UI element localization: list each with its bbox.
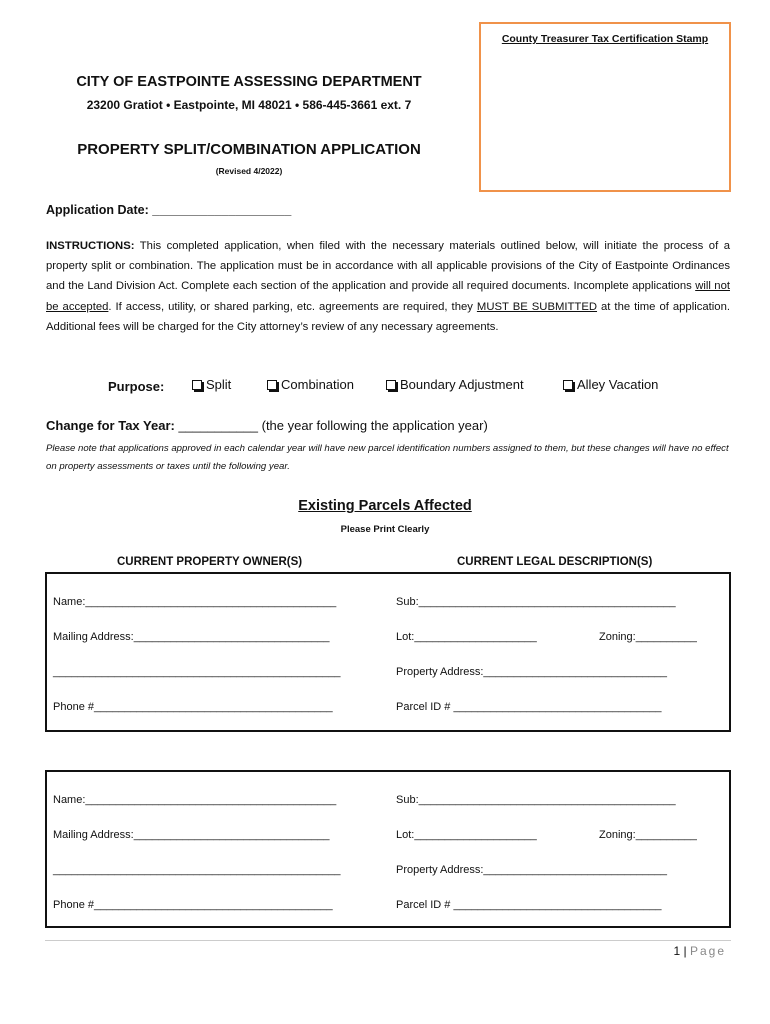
instructions — [46, 236, 730, 337]
purpose-option-combination[interactable] — [267, 377, 354, 392]
tax-year-row — [46, 418, 488, 433]
purpose-option-boundary-adjustment[interactable] — [386, 377, 524, 392]
print-clearly-note: Please Print Clearly — [340, 524, 430, 535]
tax-year-note: Please note that applications approved in each calendar year will have new parcel identification numbers assigned to them, but these changes will have no effect on property assessments or taxes until the following year. — [46, 443, 729, 472]
existing-parcels-title: Existing Parcels Affected — [298, 498, 472, 514]
department-address: 23200 Gratiot • Eastpointe, MI 48021 • 586-445-3661 ext. 7 — [86, 98, 412, 112]
instructions-text: . If access, utility, or shared parking, etc. agreements are required, they — [108, 300, 477, 313]
checkbox-icon[interactable] — [267, 380, 277, 390]
page-separator: | — [680, 944, 690, 958]
sub-field[interactable]: Sub:__________________________________________ — [396, 794, 676, 806]
purpose-option-split[interactable] — [192, 377, 231, 392]
tax-year-hint: (the year following the application year) — [261, 418, 488, 433]
mailing-address-line2-field[interactable]: _______________________________________________ — [53, 864, 341, 876]
phone-field[interactable]: Phone #_______________________________________ — [53, 899, 333, 911]
parcel-box-1 — [45, 572, 731, 732]
owner-name-field[interactable]: Name:_________________________________________ — [53, 596, 337, 608]
zoning-field[interactable]: Zoning:__________ — [599, 829, 697, 841]
instructions-text: This completed application, when filed with the necessary materials outlined below, will initiate the process of a property split or combination. The application must be in accordance with all applicable provisions of the City of Eastpointe Ordinances and the Land Division Act. Complete each section of the application and provide all required documents. Incomplete applications — [46, 240, 730, 293]
treasurer-stamp-box — [479, 22, 731, 192]
page-number — [673, 944, 726, 958]
mailing-address-field[interactable]: Mailing Address:________________________________ — [53, 631, 330, 643]
instructions-emphasis: MUST BE SUBMITTED — [476, 300, 598, 313]
parcel-box-2 — [45, 770, 731, 928]
purpose-option-alley-vacation[interactable] — [563, 377, 658, 392]
stamp-label: County Treasurer Tax Certification Stamp — [501, 33, 709, 45]
lot-field[interactable]: Lot:____________________ — [396, 829, 537, 841]
instructions-text: at the time of application. Additional fees will be charged for the City attorney’s review of any necessary agreements. — [46, 300, 731, 333]
property-address-field[interactable]: Property Address:______________________________ — [396, 666, 667, 678]
owner-name-field[interactable]: Name:_________________________________________ — [53, 794, 337, 806]
option-label: Boundary Adjustment — [400, 377, 524, 392]
application-date — [46, 203, 291, 217]
phone-field[interactable]: Phone #_______________________________________ — [53, 701, 333, 713]
property-address-field[interactable]: Property Address:______________________________ — [396, 864, 667, 876]
option-label: Alley Vacation — [577, 377, 659, 392]
instructions-emphasis: will not be accepted — [46, 280, 730, 313]
checkbox-icon[interactable] — [386, 380, 396, 390]
department-name: CITY OF EASTPOINTE ASSESSING DEPARTMENT — [76, 74, 422, 90]
tax-year-field[interactable]: ___________ — [174, 418, 262, 433]
option-label: Split — [206, 377, 232, 392]
checkbox-icon[interactable] — [192, 380, 202, 390]
mailing-address-field[interactable]: Mailing Address:________________________________ — [53, 829, 330, 841]
legal-column-header: CURRENT LEGAL DESCRIPTION(S) — [457, 556, 653, 568]
tax-year-label: Change for Tax Year: — [46, 418, 175, 433]
owner-column-header: CURRENT PROPERTY OWNER(S) — [117, 556, 303, 568]
form-title: PROPERTY SPLIT/COMBINATION APPLICATION — [77, 141, 421, 158]
instructions-label: INSTRUCTIONS: — [46, 240, 135, 252]
parcel-id-field[interactable]: Parcel ID # __________________________________ — [396, 899, 662, 911]
parcel-id-field[interactable]: Parcel ID # __________________________________ — [396, 701, 662, 713]
checkbox-icon[interactable] — [563, 380, 573, 390]
purpose-label: Purpose: — [108, 379, 165, 394]
sub-field[interactable]: Sub:__________________________________________ — [396, 596, 676, 608]
lot-field[interactable]: Lot:____________________ — [396, 631, 537, 643]
page-word: Page — [689, 944, 726, 958]
application-date-label: Application Date: — [46, 203, 153, 217]
mailing-address-line2-field[interactable]: _______________________________________________ — [53, 666, 341, 678]
revision-date: (Revised 4/2022) — [215, 166, 283, 176]
zoning-field[interactable]: Zoning:__________ — [599, 631, 697, 643]
application-date-field[interactable]: ____________________ — [152, 203, 292, 217]
option-label: Combination — [281, 377, 354, 392]
footer-divider — [45, 940, 731, 941]
page-number-value: 1 — [673, 944, 681, 958]
